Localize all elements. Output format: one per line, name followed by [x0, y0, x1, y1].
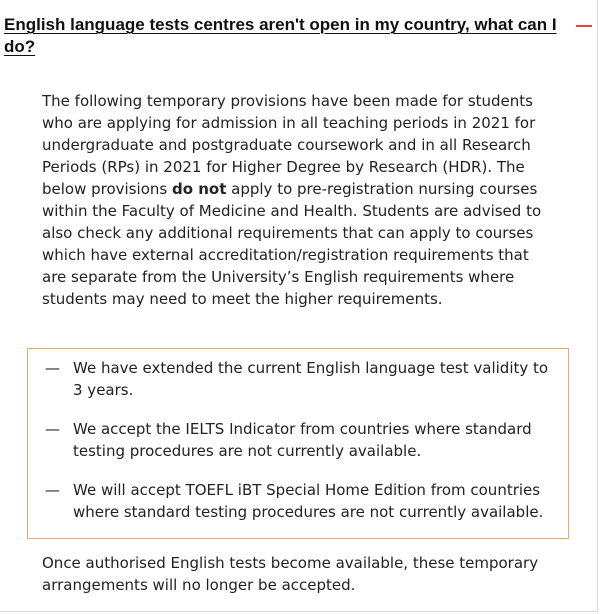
intro-paragraph — [42, 90, 552, 310]
faq-question-header[interactable] — [4, 14, 594, 58]
provision-text: We have extended the current English language test validity to 3 years. — [73, 359, 549, 399]
intro-text-after: apply to pre-registration nursing courses within the Faculty of Medicine and Health. Students are advised to also check any additional requirements that can apply to courses which have external accreditation/registration requirements that are separate from the University’s English requirements where students may need to meet the higher requirements. — [42, 180, 542, 308]
dash-bullet: — — [45, 359, 60, 377]
list-item — [45, 357, 555, 401]
provisions-box — [27, 348, 569, 539]
list-item — [45, 479, 555, 523]
faq-answer — [42, 90, 552, 310]
intro-text-before: The following temporary provisions have been made for students who are applying for admission in all teaching periods in 2021 for undergraduate and postgraduate coursework and in all Research Periods (RPs) in 2021 for Higher Degree by Research (HDR). The below provisions — [42, 92, 536, 198]
list-item — [45, 418, 555, 462]
minus-icon[interactable] — [576, 25, 592, 27]
provision-text: We accept the IELTS Indicator from countries where standard testing procedures are not currently available. — [73, 420, 532, 460]
faq-question-link[interactable]: English language tests centres aren't open in my country, what can I do? — [4, 15, 557, 56]
provision-text: We will accept TOEFL iBT Special Home Edition from countries where standard testing procedures are not currently available. — [73, 481, 544, 521]
dash-bullet: — — [45, 481, 60, 499]
closing-paragraph: Once authorised English tests become available, these temporary arrangements will no longer be accepted. — [42, 554, 539, 594]
dash-bullet: — — [45, 420, 60, 438]
intro-bold-text: do not — [171, 180, 227, 198]
